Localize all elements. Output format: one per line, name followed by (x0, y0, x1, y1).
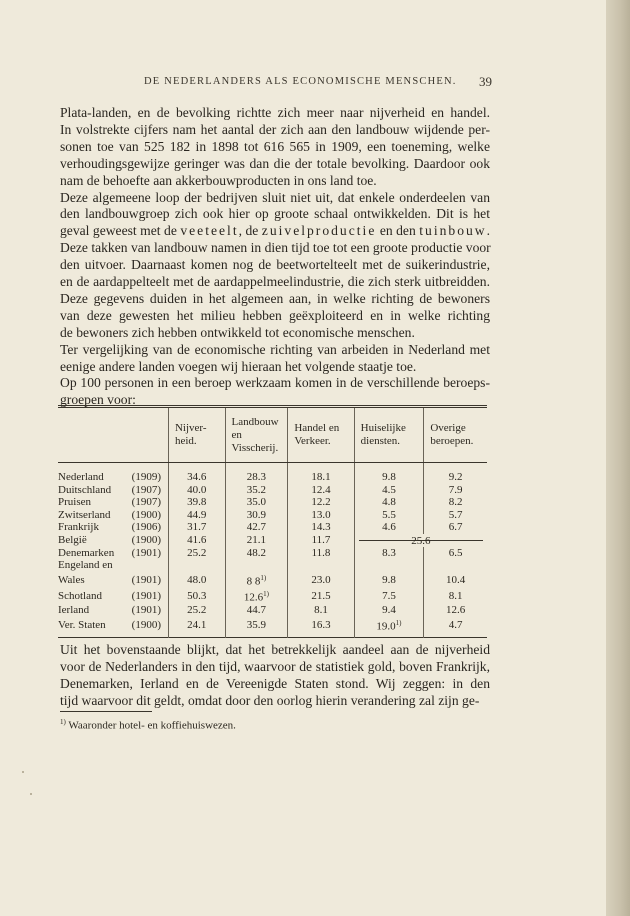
table-cell: 13.0 (288, 509, 354, 522)
row-year: (1907) (132, 484, 169, 497)
merged-cell (354, 534, 487, 547)
table-cell: 8.1 (288, 604, 354, 617)
row-year: (1909) (132, 463, 169, 484)
table-header-overige: Overige beroepen. (424, 407, 487, 463)
text-line: Denemarken, Ierland en de Vereenigde Staten stond. Wij zeggen: in den (60, 675, 490, 691)
text-line: sonen toe van 525 182 in 1898 tot 616 565 in 1909, een toeneming, welke (60, 138, 490, 154)
table-cell: 40.0 (168, 484, 225, 497)
table-cell: 9.8 (354, 463, 424, 484)
text-line: Ter vergelijking van de economische richting van arbeiden in Nederland met (60, 341, 490, 357)
merged-value: 25.6 (411, 534, 431, 547)
footnote-text: Waaronder hotel- en koffiehuiswezen. (68, 719, 236, 732)
row-country: Zwitserland (58, 508, 111, 521)
table-cell: 30.9 (225, 509, 288, 522)
row-year: (1907) (132, 496, 169, 509)
table-cell: 8.1 (448, 589, 463, 602)
table-header-row (58, 407, 487, 463)
row-year: (1906) (132, 521, 169, 534)
table-cell: 11.7 (288, 534, 354, 547)
table-row (58, 604, 487, 617)
row-country: Ierland (58, 604, 90, 617)
table-cell: 48.2 (225, 547, 288, 560)
table-cell: 6.7 (448, 521, 463, 534)
table-header-country (58, 407, 168, 463)
row-country: Pruisen (58, 496, 91, 509)
text-line: eenige andere landen voegen wij hieraan het volgende staatje toe. (60, 358, 417, 374)
table-cell: 11.8 (288, 547, 354, 560)
text-line: In volstrekte cijfers nam het aantal der zich aan den landbouw wijdende per- (60, 121, 490, 137)
table-cell: 12.6$^{1)}$ (225, 588, 288, 604)
table-row (58, 617, 487, 638)
text-line: de bewoners zich hebben ontwikkeld tot economische menschen. (60, 324, 415, 340)
table-cell: 16.3 (288, 617, 354, 638)
row-country: Denemarken (58, 546, 115, 559)
table-cell: 14.3 (288, 521, 354, 534)
table-cell: 21.5 (288, 588, 354, 604)
table-row (58, 484, 487, 497)
footnote (60, 718, 236, 732)
text-line: Deze takken van landbouw namen in dien tijd toe tot een groote productie voor (60, 240, 491, 256)
table-cell: 23.0 (288, 572, 354, 588)
table-cell: 18.1 (288, 463, 354, 484)
text-line: van deze gewesten het milieu hebben geëxploiteerd en in welke richting (60, 307, 490, 323)
table-cell: 41.6 (168, 534, 225, 547)
table-cell: 50.3 (168, 588, 225, 604)
table-cell: 42.7 (225, 521, 288, 534)
table-cell: 35.9 (225, 617, 288, 638)
occupation-table (58, 405, 487, 638)
table-header-huiselijk: Huiselijke diensten. (354, 407, 424, 463)
table-row (58, 509, 487, 522)
table-cell (168, 559, 225, 572)
table-cell: 9.4 (354, 604, 424, 617)
row-year: (1901) (132, 547, 169, 560)
table-cell: 7.5 (354, 588, 424, 604)
table-cell: 4.5 (354, 484, 424, 497)
table-row (58, 463, 487, 484)
table-cell: 12.4 (288, 484, 354, 497)
row-country: Duitschland (58, 483, 112, 496)
table-cell: 4.8 (354, 496, 424, 509)
text-line: en de aardappelteelt met de aardappelmeelindustrie, die zich sterk uitbreidden. (60, 274, 490, 289)
table-cell: 44.7 (225, 604, 288, 617)
table-row (58, 572, 487, 588)
table-cell: 21.1 (225, 534, 288, 547)
text-line: Uit het bovenstaande blijkt, dat het betrekkelijk aandeel aan de nijverheid (60, 642, 490, 657)
table-cell: 12.6 (446, 604, 466, 617)
row-year (132, 559, 169, 572)
table-cell (354, 559, 424, 572)
text-line: Op 100 personen in een beroep werkzaam komen in de verschillende beroeps- (60, 375, 490, 391)
table-cell: 12.2 (288, 496, 354, 509)
table-cell: 24.1 (168, 617, 225, 638)
table-row (58, 588, 487, 604)
table-header-nijverheid: Nijver- heid. (168, 407, 225, 463)
row-year: (1900) (132, 534, 169, 547)
row-year: (1900) (132, 509, 169, 522)
text-line: nam de behoefte aan akkerbouwproducten in ons land toe. (60, 172, 377, 188)
table-cell (424, 559, 487, 572)
row-country: Frankrijk (58, 521, 99, 534)
table-cell: 9.8 (354, 572, 424, 588)
table-cell: 34.6 (168, 463, 225, 484)
row-year: (1900) (132, 617, 169, 638)
text-line: den uitvoer. Daarnaast komen nog de beetwortelteelt met de suikerindustrie, (60, 257, 490, 273)
text-line: voor de Nederlanders in den tijd, waarvoor de statistiek gold, boven Frankrijk, (60, 658, 490, 674)
table-cell: 28.3 (225, 463, 288, 484)
table-cell: 19.0$^{1)}$ (354, 617, 424, 638)
running-title: DE NEDERLANDERS ALS ECONOMISCHE MENSCHEN. (144, 76, 457, 87)
table-cell: 10.4 (446, 573, 466, 586)
table-cell: 48.0 (168, 572, 225, 588)
text-line: verhoudingsgewijze geringer was dan die der totale bevolking. Daardoor ook (60, 155, 490, 171)
table-header-handel: Handel en Verkeer. (288, 407, 354, 463)
book-spine (606, 0, 630, 916)
table-cell: 8 8$^{1)}$ (225, 572, 288, 588)
table-cell: 8.3 (354, 547, 424, 560)
table-cell: 44.9 (168, 509, 225, 522)
table-cell: 4.6 (354, 521, 424, 534)
row-country: Wales (58, 573, 85, 586)
text-line: tijd waarvoor dit geldt, omdat door den oorlog hierin verandering zal zijn ge- (60, 692, 480, 708)
table-row (58, 547, 487, 560)
text-line: Deze gegevens duiden in het algemeen aan, in welke richting de bewoners (60, 290, 490, 306)
table-cell: 25.2 (168, 547, 225, 560)
text-line: den landbouwgroep zich ook hier op groote schaal ontwikkelden. Dit is het (60, 206, 490, 222)
text-line: geval geweest met de veeteelt, de zuivelproductie en den tuinbouw. (60, 223, 491, 239)
table-cell: 39.8 (168, 496, 225, 509)
row-year: (1901) (132, 588, 169, 604)
table-cell: 4.7 (448, 618, 463, 631)
table-cell: 7.9 (448, 483, 463, 496)
table-header-landbouw: Landbouw en Visscherij. (225, 407, 288, 463)
table-cell: 31.7 (168, 521, 225, 534)
row-country: België (58, 533, 87, 546)
table-cell: 6.5 (448, 546, 463, 559)
table-cell: 8.2 (448, 496, 463, 509)
text-line: Plata-landen, en de bevolking richtte zich meer naar nijverheid en handel. (60, 105, 490, 120)
text-line: groepen voor: (60, 392, 136, 408)
table-cell: 35.0 (225, 496, 288, 509)
table-cell: 9.2 (448, 471, 463, 483)
footnote-marker: 1) (60, 718, 66, 726)
row-country: Schotland (58, 589, 102, 602)
page-number: 39 (479, 74, 492, 89)
row-year: (1901) (132, 572, 169, 588)
table-cell: 25.2 (168, 604, 225, 617)
row-country: Engeland en (58, 559, 113, 572)
table-row (58, 496, 487, 509)
table-row (58, 521, 487, 534)
row-country: Ver. Staten (58, 618, 106, 631)
row-country: Nederland (58, 471, 104, 483)
text-line: Deze algemeene loop der bedrijven sluit niet uit, dat enkele onderdeelen van (60, 189, 490, 205)
table-cell: 5.7 (448, 508, 463, 521)
footnote-rule (60, 711, 152, 712)
table-row (58, 534, 487, 547)
row-year: (1901) (132, 604, 169, 617)
table-row (58, 559, 487, 572)
table-cell (225, 559, 288, 572)
table-cell: 35.2 (225, 484, 288, 497)
paper-speck (22, 771, 24, 773)
paper-speck (30, 793, 32, 795)
table-cell (288, 559, 354, 572)
table-cell: 5.5 (354, 509, 424, 522)
